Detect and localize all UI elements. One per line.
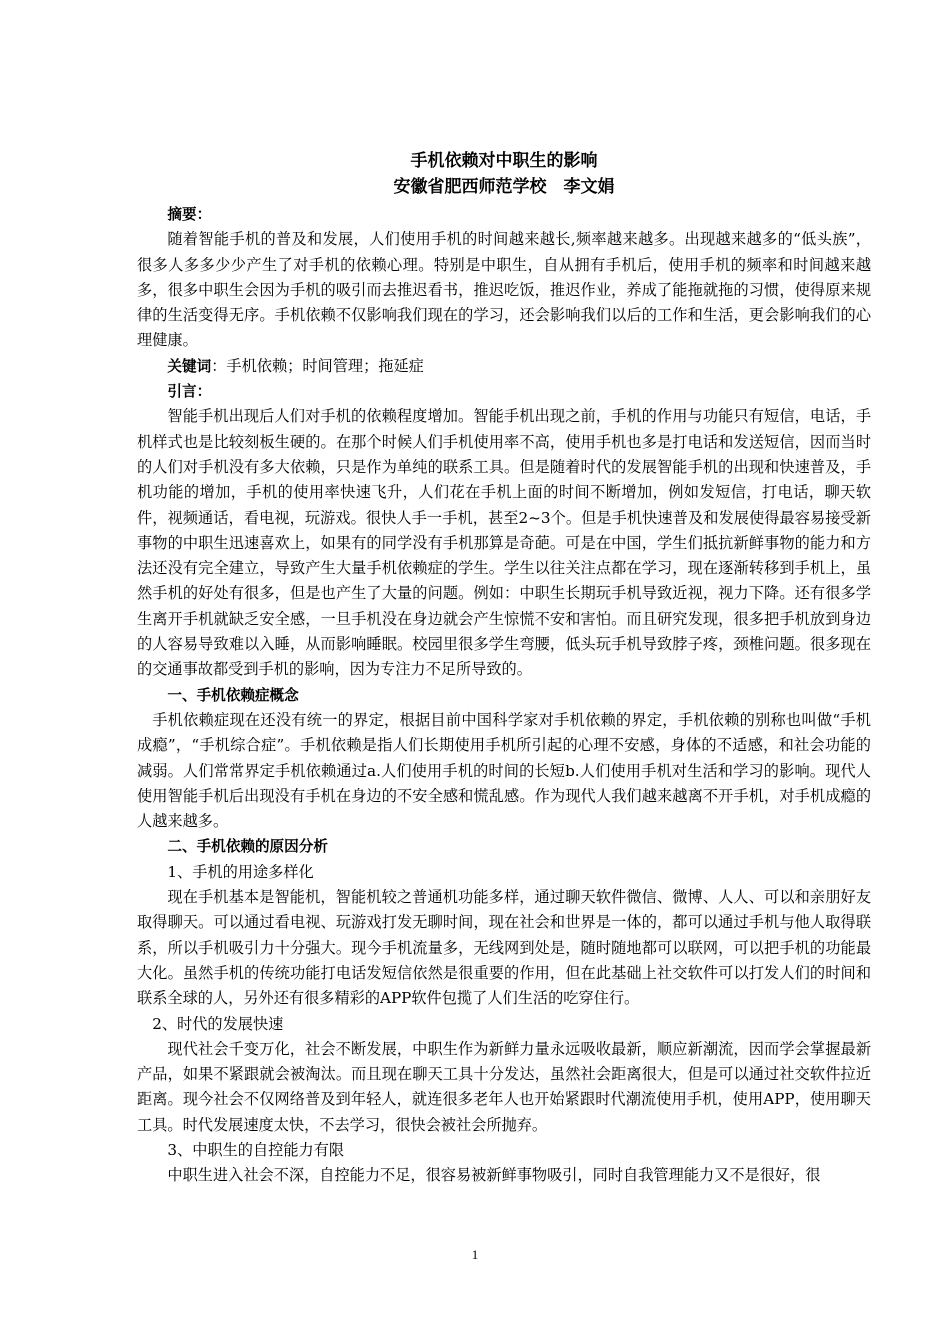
section2-sub1-text: 现在手机基本是智能机，智能机较之普通机功能多样，通过聊天软件微信、微博、人人、可以和亲朋好友取得聊天。可以通过看电视、玩游戏打发无聊时间，现在社会和世界是一体的，都可以通过手机与他人取得联系，所以手机吸引力十分强大。现今手机流量多，无线网到处是，随时随地都可以联网，可以把手机的功能最大化。虽然手机的传统功能打电话发短信依然是很重要的作用，但在此基础上社交软件可以打发人们的时间和联系全球的人，另外还有很多精彩的APP软件包揽了人们生活的吃穿住行。 <box>137 888 871 1008</box>
section2-heading-text: 二、手机依赖的原因分析 <box>167 838 328 856</box>
section1-heading-text: 一、手机依赖症概念 <box>167 686 299 704</box>
document-content <box>137 148 871 1189</box>
intro-label-text: 引言： <box>167 383 212 401</box>
page-number: 1 <box>471 1247 479 1262</box>
abstract-text: 随着智能手机的普及和发展，人们使用手机的时间越来越长,频率越来越多。出现越来越多的“低头族”，很多人多多少少产生了对手机的依赖心理。特别是中职生，自从拥有手机后，使用手机的频率和时间越来越多，很多中职生会因为手机的吸引而去推迟看书，推迟吃饭，推迟作业，养成了能拖就拖的习惯，使得原来规律的生活变得无序。手机依赖不仅影响我们现在的学习，还会影响我们以后的工作和生活，更会影响我们的心理健康。 <box>137 230 871 350</box>
section2-sub2-heading: 2、时代的发展快速 <box>152 1014 284 1033</box>
section2-sub2-text: 现代社会千变万化，社会不断发展，中职生作为新鲜力量永远吸收最新，顺应新潮流，因而学会掌握最新产品，如果不紧跟就会被淘汰。而且现在聊天工具十分发达，虽然社会距离很大，但是可以通过社交软件拉近距离。现今社会不仅网络普及到年轻人，就连很多老年人也开始紧跟时代潮流使用手机，使用APP，使用聊天工具。时代发展速度太快，不去学习，很快会被社会所抛弃。 <box>137 1039 871 1134</box>
section1-heading <box>137 683 871 708</box>
page-title: 手机依赖对中职生的影响 <box>410 151 598 171</box>
keywords-line <box>137 354 871 379</box>
intro-text: 智能手机出现后人们对手机的依赖程度增加。智能手机出现之前，手机的作用与功能只有短信，电话，手机样式也是比较刻板生硬的。在那个时候人们手机使用率不高，使用手机也多是打电话和发送短信，因而当时的人们对手机没有多大依赖，只是作为单纯的联系工具。但是随着时代的发展智能手机的出现和快速普及，手机功能的增加，手机的使用率快速飞升，人们花在手机上面的时间不断增加，例如发短信，打电话，聊天软件，视频通话，看电视，玩游戏。很快人手一手机，甚至2~3个。但是手机快速普及和发展使得最容易接受新事物的中职生迅速喜欢上，如果有的同学没有手机那算是奇葩。可是在中国，学生们抵抗新鲜事物的能力和方法还没有完全建立，导致产生大量手机依赖症的学生。学生以往关注点都在学习，现在逐渐转移到手机上，虽然手机的好处有很多，但是也产生了大量的问题。例如：中职生长期玩手机导致近视，视力下降。还有很多学生离开手机就缺乏安全感，一旦手机没在身边就会产生惊慌不安和害怕。而且研究发现，很多把手机放到身边的人容易导致难以入睡，从而影响睡眠。校园里很多学生弯腰，低头玩手机导致脖子疼，颈椎问题。很多现在的交通事故都受到手机的影响，因为专注力不足所导致的。 <box>137 407 871 679</box>
section2-sub1-heading: 1、手机的用途多样化 <box>167 862 314 881</box>
section2-sub3-text: 中职生进入社会不深，自控能力不足，很容易被新鲜事物吸引，同时自我管理能力又不是很好，很 <box>167 1166 821 1185</box>
section2-heading <box>137 834 871 859</box>
keywords-text: ：手机依赖；时间管理；拖延症 <box>211 356 424 375</box>
abstract-label-text: 摘要： <box>167 206 212 223</box>
keywords-label: 关键词 <box>167 357 212 375</box>
intro-label <box>137 379 871 404</box>
section2-sub3-heading: 3、中职生的自控能力有限 <box>167 1140 345 1159</box>
author-line: 安徽省肥西师范学校 李文娟 <box>393 177 615 197</box>
section1-text: 手机依赖症现在还没有统一的界定，根据目前中国科学家对手机依赖的界定，手机依赖的别称也叫做“手机成瘾”，“手机综合症”。手机依赖是指人们长期使用手机所引起的心理不安感，身体的不适感，和社会功能的减弱。人们常常界定手机依赖通过a.人们使用手机的时间的长短b.人们使用手机对生活和学习的影响。现代人使用智能手机后出现没有手机在身边的不安全感和慌乱感。作为现代人我们越来越离不开手机，对手机成瘾的人越来越多。 <box>137 710 871 831</box>
abstract-label <box>137 202 871 227</box>
